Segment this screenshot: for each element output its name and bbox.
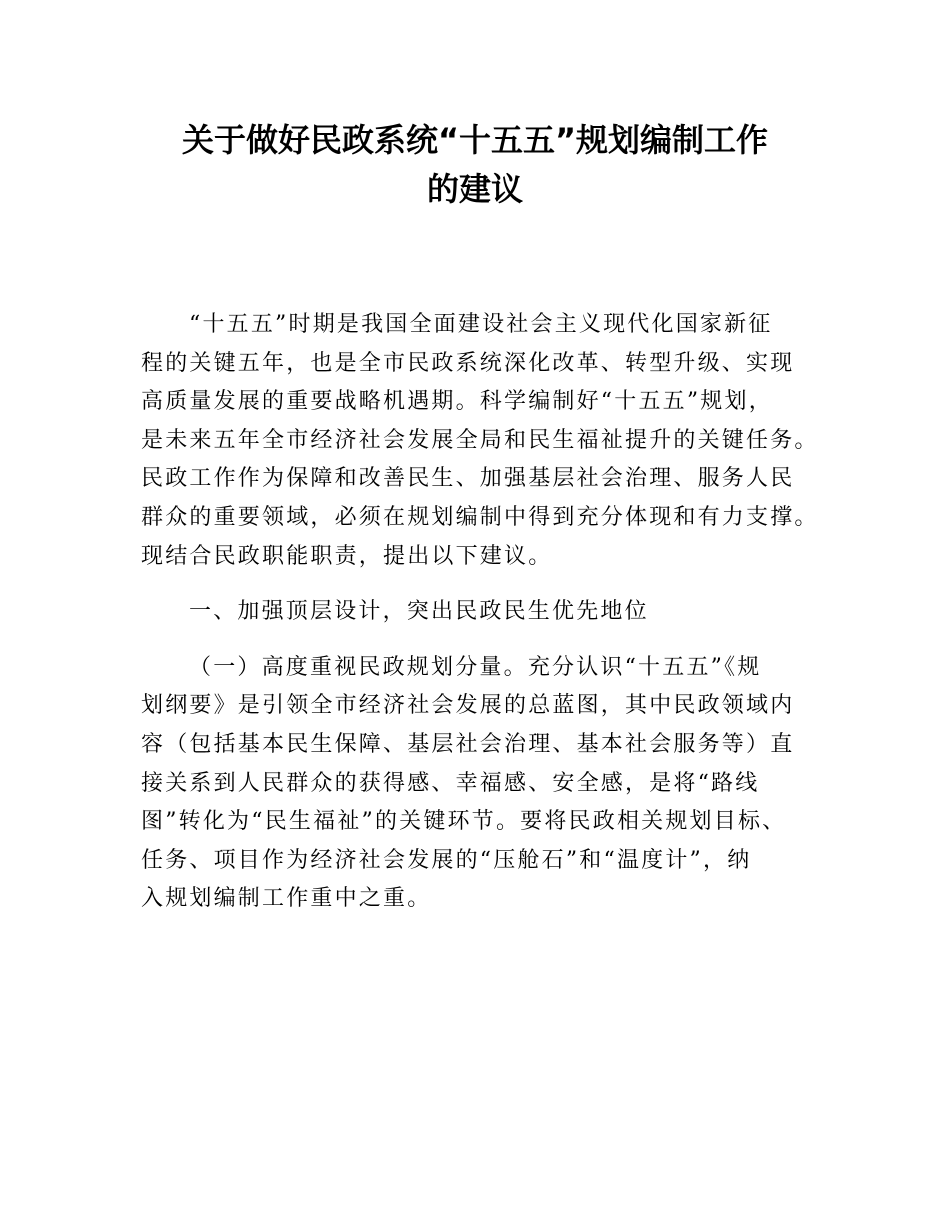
title-line-1: 关于做好民政系统“十五五”规划编制工作	[181, 121, 769, 159]
subsection-1-line-5: 图”转化为“民生福祉”的关键环节。要将民政相关规划目标、	[141, 809, 787, 835]
section-1-heading: 一、加强顶层设计，突出民政民生优先地位	[189, 599, 649, 625]
intro-line-4: 是未来五年全市经济社会发展全局和民生福祉提升的关键任务。	[141, 427, 819, 453]
subsection-1-line-2: 划纲要》是引领全市经济社会发展的总蓝图，其中民政领域内	[141, 693, 795, 719]
document-title	[0, 116, 950, 214]
subsection-1-line-3: 容（包括基本民生保障、基层社会治理、基本社会服务等）直	[141, 731, 795, 757]
intro-line-7: 现结合民政职能职责，提出以下建议。	[141, 543, 553, 569]
document-body	[141, 306, 827, 919]
intro-line-6: 群众的重要领域，必须在规划编制中得到充分体现和有力支撑。	[141, 504, 819, 530]
subsection-1-line-7: 入规划编制工作重中之重。	[141, 886, 432, 912]
subsection-1-line-4: 接关系到人民群众的获得感、幸福感、安全感，是将“路线	[141, 770, 760, 796]
title-line-2: 的建议	[426, 170, 523, 208]
subsection-1-line-6: 任务、项目作为经济社会发展的“压舱石”和“温度计”，纳	[141, 847, 752, 873]
intro-line-5: 民政工作作为保障和改善民生、加强基层社会治理、服务人民	[141, 466, 795, 492]
subsection-1-paragraph	[141, 649, 827, 919]
section-gap	[141, 632, 827, 649]
subsection-1-first-line-text: 充分认识“十五五”《规	[527, 654, 762, 680]
intro-line-2: 程的关键五年，也是全市民政系统深化改革、转型升级、实现	[141, 350, 795, 376]
intro-line-1: “十五五”时期是我国全面建设社会主义现代化国家新征	[189, 312, 773, 337]
intro-line-3: 高质量发展的重要战略机遇期。科学编制好“十五五”规划，	[141, 389, 773, 415]
subsection-1-heading: （一）高度重视民政规划分量。	[189, 654, 528, 680]
intro-paragraph	[141, 306, 827, 576]
subsection-1-first-line	[141, 649, 827, 688]
